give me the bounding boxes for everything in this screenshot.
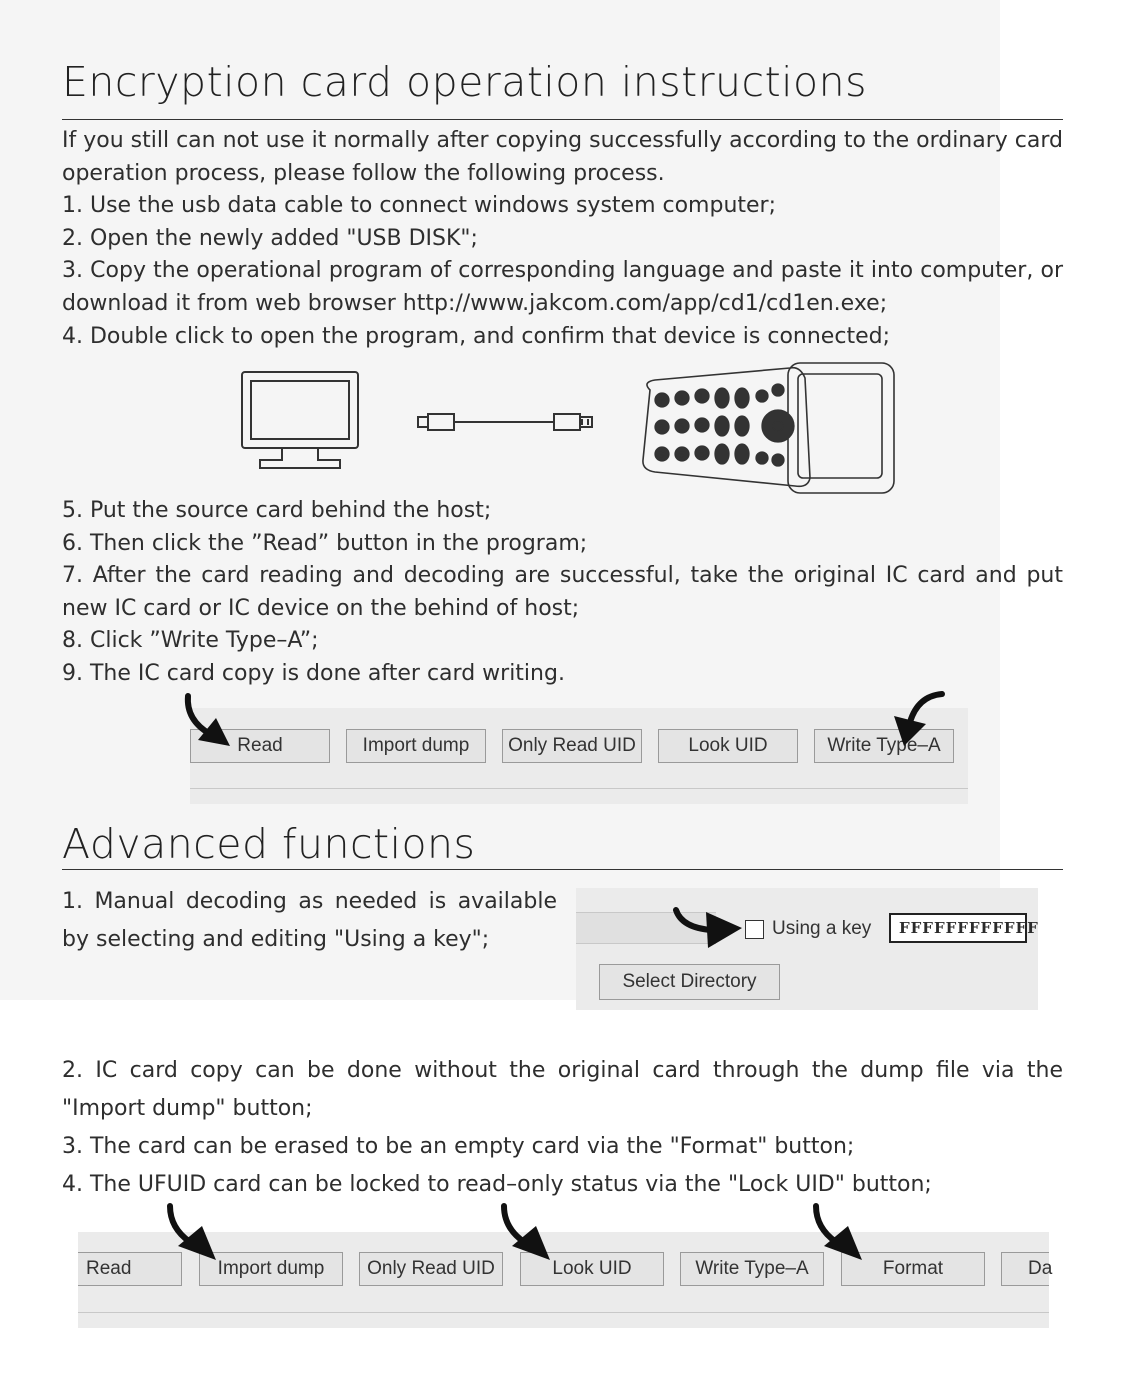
advanced-item-1: 1. Manual decoding as needed is available by selecting and editing "Using a key"; bbox=[62, 889, 557, 952]
using-key-option[interactable] bbox=[745, 918, 871, 940]
device-key-label: 2 bbox=[698, 421, 705, 432]
step-5: 5. Put the source card behind the host; bbox=[62, 498, 492, 523]
usb-cable-icon bbox=[418, 414, 592, 430]
device-key-label: 7 bbox=[658, 396, 665, 407]
device-key-label: 6 bbox=[678, 450, 685, 461]
look-uid-button[interactable]: Look UID bbox=[658, 729, 798, 763]
look-uid-button[interactable]: Look UID bbox=[520, 1252, 664, 1286]
device-key-label: 8 bbox=[658, 423, 665, 434]
format-button[interactable]: Format bbox=[841, 1252, 985, 1286]
write-type-a-button[interactable]: Write Type–A bbox=[814, 729, 954, 763]
key-input[interactable]: FFFFFFFFFFFF bbox=[889, 913, 1027, 943]
write-type-a-button[interactable]: Write Type–A bbox=[680, 1252, 824, 1286]
advanced-item-2: 2. IC card copy can be done without the original card through the dump file via the "Import dump" button; bbox=[62, 1058, 1063, 1121]
using-key-checkbox[interactable] bbox=[745, 920, 764, 939]
only-read-uid-button[interactable]: Only Read UID bbox=[502, 729, 642, 763]
pointer-arrow-icon bbox=[180, 692, 240, 752]
step-9: 9. The IC card copy is done after card writing. bbox=[62, 660, 565, 686]
pointer-arrow-icon bbox=[164, 1202, 220, 1264]
read-button[interactable]: Read bbox=[190, 729, 330, 763]
step-4: 4. Double click to open the program, and confirm that device is connected; bbox=[62, 323, 890, 349]
step-2: 2. Open the newly added "USB DISK"; bbox=[62, 225, 478, 251]
step-3: 3. Copy the operational program of corresponding language and paste it into computer, or download it from web browser http://www.jakcom.com/app/cd1/cd1en.exe; bbox=[62, 258, 1063, 316]
advanced-item-3: 3. The card can be erased to be an empty card via the "Format" button; bbox=[62, 1134, 855, 1159]
step-6: 6. Then click the ”Read” button in the program; bbox=[62, 530, 588, 556]
pointer-arrow-icon bbox=[890, 688, 950, 750]
instructions-block-2 bbox=[62, 495, 1063, 691]
section-title-advanced: Advanced functions bbox=[62, 820, 476, 868]
card-copier-device-icon bbox=[643, 363, 894, 493]
step-7: 7. After the card reading and decoding are successful, take the original IC card and put new IC card or IC device on the behind of host; bbox=[62, 563, 1063, 621]
only-read-uid-button[interactable]: Only Read UID bbox=[359, 1252, 503, 1286]
select-directory-button[interactable]: Select Directory bbox=[599, 964, 780, 1000]
monitor-icon bbox=[242, 372, 358, 468]
dump-button-partial[interactable]: Da bbox=[1001, 1252, 1049, 1286]
title-divider bbox=[62, 869, 1063, 870]
device-key-label: 4 bbox=[678, 394, 685, 405]
using-key-label: Using a key bbox=[772, 918, 872, 939]
title-divider bbox=[62, 119, 1063, 120]
import-dump-button[interactable]: Import dump bbox=[199, 1252, 343, 1286]
advanced-item-4: 4. The UFUID card can be locked to read–only status via the "Lock UID" button; bbox=[62, 1172, 932, 1197]
device-key-label: 1 bbox=[698, 392, 705, 403]
step-8: 8. Click ”Write Type–A”; bbox=[62, 628, 319, 654]
device-key-label: 9 bbox=[658, 450, 665, 461]
advanced-items-list bbox=[62, 1052, 1063, 1204]
connection-illustration bbox=[230, 360, 910, 500]
keypad bbox=[655, 384, 794, 466]
section-title-encryption: Encryption card operation instructions bbox=[62, 58, 867, 106]
import-dump-button[interactable]: Import dump bbox=[346, 729, 486, 763]
pointer-arrow-icon bbox=[498, 1202, 554, 1264]
device-key-label: 3 bbox=[698, 449, 705, 460]
read-button[interactable]: Read bbox=[78, 1252, 182, 1286]
intro-paragraph: If you still can not use it normally after copying successfully according to the ordinary card operation process, please follow the following process. bbox=[62, 128, 1063, 186]
step-1: 1. Use the usb data cable to connect windows system computer; bbox=[62, 193, 777, 219]
pointer-arrow-icon bbox=[810, 1202, 866, 1264]
pointer-arrow-icon bbox=[672, 904, 744, 950]
device-key-label: 5 bbox=[678, 422, 685, 433]
instructions-block-1 bbox=[62, 125, 1063, 353]
